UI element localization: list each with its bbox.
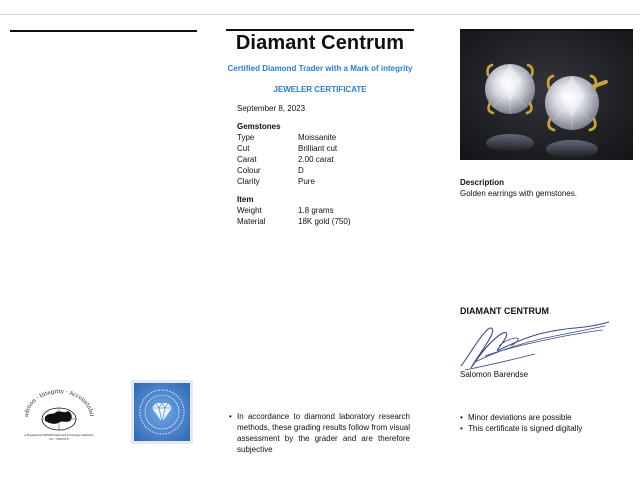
gem-value: 2.00 carat	[298, 155, 334, 164]
item-heading: Item	[237, 195, 254, 204]
tagline: Certified Diamond Trader with a Mark of integrity	[227, 64, 413, 73]
certificate-date: September 8, 2023	[237, 104, 306, 113]
notes-left	[229, 411, 410, 455]
gem-row-cut	[237, 144, 337, 153]
note-item	[460, 423, 633, 434]
notes-right	[460, 412, 633, 434]
note-item	[460, 412, 633, 423]
diamond-badge-icon	[131, 380, 193, 444]
item-row-material	[237, 217, 350, 226]
signature-scribble	[455, 316, 615, 374]
company-title: Diamant Centrum	[235, 32, 405, 54]
gem-label: Clarity	[237, 177, 260, 186]
item-value: 1.8 grams	[298, 206, 334, 215]
note-text: This certificate is signed digitally	[468, 424, 583, 433]
seal-arc-text: adition · Integrity · Accountabil	[23, 388, 94, 418]
gem-label: Colour	[237, 166, 261, 175]
gem-label: Type	[237, 133, 255, 142]
gem-row-colour	[237, 166, 304, 175]
bullet-icon: •	[460, 413, 463, 422]
note-item	[229, 411, 410, 455]
item-label: Material	[237, 217, 266, 226]
note-text: In accordance to diamond laboratory research methods, these grading results follow from visual assessment by the grader and are therefore subjective	[237, 412, 410, 454]
left-column-rule	[10, 30, 197, 32]
gemstones-heading: Gemstones	[237, 122, 281, 131]
gem-value: Moissanite	[298, 133, 337, 142]
gem-value: Brilliant cut	[298, 144, 338, 153]
item-row-weight	[237, 206, 334, 215]
center-column-rule	[226, 29, 414, 31]
top-divider	[0, 14, 640, 15]
item-label: Weight	[237, 206, 262, 215]
gem-value: D	[298, 166, 304, 175]
gem-label: Cut	[237, 144, 250, 153]
gem-row-clarity	[237, 177, 315, 186]
seal-caption-1: A Registered WFDB Diamond Exchange Member	[24, 433, 94, 437]
earrings-photo	[460, 31, 633, 160]
left-earring	[485, 64, 535, 114]
gem-value: Pure	[298, 177, 315, 186]
description-heading: Description	[460, 178, 505, 187]
gem-row-carat	[237, 155, 334, 164]
note-text: Minor deviations are possible	[468, 413, 572, 422]
item-value: 18K gold (750)	[298, 217, 351, 226]
signer-name: Salomon Barendse	[460, 370, 529, 379]
bullet-icon: •	[229, 412, 232, 421]
description-text: Golden earrings with gemstones.	[460, 189, 577, 198]
globe-seal-icon	[18, 385, 100, 443]
gem-label: Carat	[237, 155, 257, 164]
bullet-icon: •	[460, 424, 463, 433]
gem-row-type	[237, 133, 336, 142]
signature-company: DIAMANT CENTRUM	[460, 306, 549, 316]
certificate-title: JEWELER CERTIFICATE	[273, 85, 367, 94]
seal-caption-2: No. 738-5516	[49, 437, 69, 441]
